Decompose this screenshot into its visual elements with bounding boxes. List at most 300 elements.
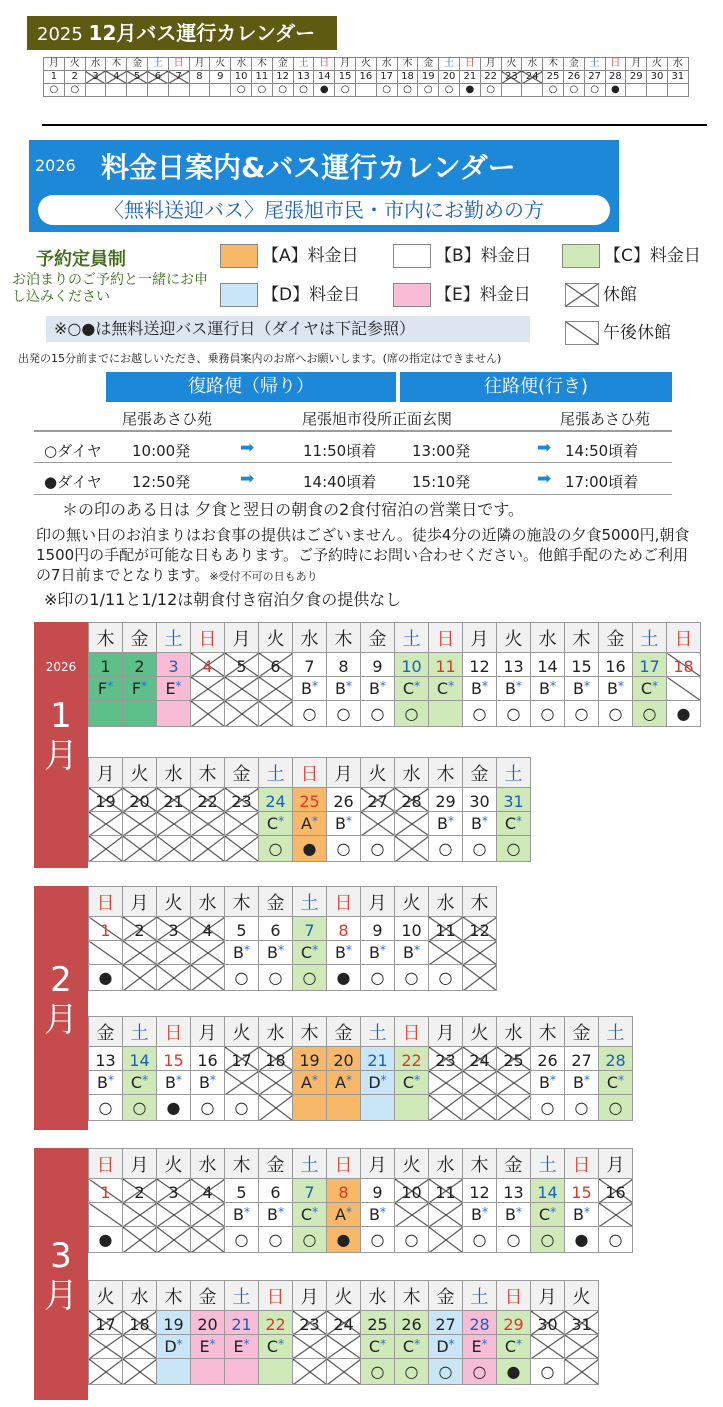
bus-mark-cell: ○ <box>531 701 565 727</box>
weekday-cell: 木 <box>293 1017 327 1047</box>
weekday-cell: 土 <box>463 1281 497 1311</box>
arrow-icon: ➡ <box>537 438 552 458</box>
day-cell: 27 <box>565 1047 599 1071</box>
weekday-cell: 水 <box>531 623 565 653</box>
day-cell: 11 <box>429 917 463 941</box>
rate-cell: B* <box>191 1071 225 1095</box>
day-cell: 5 <box>225 917 259 941</box>
weekday-cell: 木 <box>89 623 123 653</box>
rate-cell: B* <box>463 677 497 701</box>
december-cell: 3 <box>85 71 106 84</box>
weekday-cell: 水 <box>123 1281 157 1311</box>
bus-mark-cell <box>429 1095 463 1121</box>
day-cell: 23 <box>225 788 259 812</box>
december-cell: ○ <box>418 84 439 97</box>
december-cell: 11 <box>251 71 272 84</box>
bus-mark-cell <box>225 1359 259 1385</box>
day-cell: 13 <box>497 653 531 677</box>
weekday-cell: 木 <box>463 887 497 917</box>
bus-mark-cell: ● <box>293 836 327 862</box>
day-cell: 4 <box>191 1179 225 1203</box>
bus-note: ※○●は無料送迎バス運行日（ダイヤは下記参照） <box>46 316 530 342</box>
rate-cell: C* <box>497 812 531 836</box>
december-cell: 27 <box>584 71 605 84</box>
rate-cell <box>123 941 157 965</box>
day-cell: 2 <box>123 1179 157 1203</box>
weekday-cell: 土 <box>361 1017 395 1047</box>
rate-cell: B* <box>327 812 361 836</box>
rate-cell <box>395 812 429 836</box>
weekday-cell: 金 <box>463 758 497 788</box>
rate-cell: B* <box>225 1203 259 1227</box>
weekday-cell: 火 <box>395 1149 429 1179</box>
december-row <box>44 84 689 97</box>
arrow-icon: ➡ <box>537 469 552 489</box>
december-cell <box>667 84 688 97</box>
day-cell: 6 <box>259 1179 293 1203</box>
weekday-cell: 木 <box>565 623 599 653</box>
bus-mark-cell: ○ <box>497 701 531 727</box>
december-cell: ○ <box>64 84 85 97</box>
december-cell: 13 <box>293 71 314 84</box>
bus-mark-cell: ○ <box>429 1359 463 1385</box>
bus-mark-cell: ○ <box>463 1359 497 1385</box>
december-cell: 月 <box>189 58 210 71</box>
weekday-cell: 日 <box>497 1281 531 1311</box>
day-cell: 21 <box>225 1311 259 1335</box>
rate-cell: C* <box>531 1203 565 1227</box>
bus-mark-cell: ● <box>667 701 701 727</box>
december-cell: 12 <box>272 71 293 84</box>
day-cell: 2 <box>123 917 157 941</box>
bus-mark-cell: ○ <box>293 1227 327 1253</box>
day-cell: 22 <box>259 1311 293 1335</box>
calendar-row <box>89 1047 633 1071</box>
december-cell: 月 <box>626 58 647 71</box>
rate-cell: B* <box>497 1203 531 1227</box>
december-cell: 10 <box>231 71 252 84</box>
weekday-cell: 水 <box>429 1149 463 1179</box>
rate-cell: B* <box>259 1203 293 1227</box>
rate-cell: A* <box>293 1071 327 1095</box>
month-suffix: 月 <box>44 1276 78 1316</box>
rate-cell <box>157 1203 191 1227</box>
bus-mark-cell <box>123 965 157 991</box>
weekday-cell: 木 <box>225 887 259 917</box>
header-subtitle: 〈無料送迎バス〉尾張旭市民・市内にお勤めの方 <box>38 195 610 225</box>
weekday-cell: 土 <box>497 758 531 788</box>
weekday-cell: 日 <box>89 1149 123 1179</box>
weekday-cell: 木 <box>531 1017 565 1047</box>
rate-cell: B* <box>429 812 463 836</box>
bus-mark-cell: ○ <box>531 1227 565 1253</box>
calendar-row <box>89 965 497 991</box>
december-cell: 20 <box>439 71 460 84</box>
bus-mark-cell: ● <box>327 1227 361 1253</box>
day-cell: 17 <box>633 653 667 677</box>
reservation-title: 予約定員制 <box>36 249 126 270</box>
bus-mark-cell: ○ <box>361 701 395 727</box>
bus-mark-cell <box>123 836 157 862</box>
weekday-cell: 木 <box>429 758 463 788</box>
rate-cell: B* <box>463 812 497 836</box>
day-cell: 27 <box>429 1311 463 1335</box>
calendar-week-block <box>88 886 497 991</box>
weekday-cell: 土 <box>599 1017 633 1047</box>
legend-e-label: 【E】料金日 <box>435 285 531 305</box>
calendar-week-block <box>88 622 701 727</box>
bus-mark-cell: ○ <box>429 965 463 991</box>
december-cell: 30 <box>647 71 668 84</box>
calendar-row <box>89 1281 599 1311</box>
weekday-cell: 水 <box>259 1017 293 1047</box>
day-cell: 6 <box>259 653 293 677</box>
day-cell: 16 <box>191 1047 225 1071</box>
weekday-cell: 水 <box>429 887 463 917</box>
rate-cell <box>463 1071 497 1095</box>
rate-cell <box>225 1071 259 1095</box>
day-cell: 24 <box>259 788 293 812</box>
rate-cell <box>395 1203 429 1227</box>
calendar-row <box>89 812 531 836</box>
bus-mark-cell: ○ <box>599 701 633 727</box>
weekday-cell: 木 <box>157 1281 191 1311</box>
row1-t2: 11:50頃着 <box>303 442 377 460</box>
weekday-cell: 月 <box>599 1149 633 1179</box>
weekday-cell: 木 <box>191 758 225 788</box>
rate-cell: E* <box>463 1335 497 1359</box>
day-cell: 19 <box>89 788 123 812</box>
rate-cell <box>191 941 225 965</box>
rate-cell <box>89 941 123 965</box>
rate-cell: C* <box>293 941 327 965</box>
rate-cell <box>327 1335 361 1359</box>
row1-name: ○ダイヤ <box>44 442 102 460</box>
day-cell: 20 <box>191 1311 225 1335</box>
month-suffix: 月 <box>44 1000 78 1040</box>
december-cell: 8 <box>189 71 210 84</box>
month-number: 1 <box>50 696 72 736</box>
bus-mark-cell: ○ <box>497 1227 531 1253</box>
row2-t2: 14:40頃着 <box>303 473 377 491</box>
december-cell <box>522 84 543 97</box>
december-cell: 水 <box>85 58 106 71</box>
rate-cell <box>565 1335 599 1359</box>
bus-mark-cell: ○ <box>327 836 361 862</box>
rate-cell: F* <box>89 677 123 701</box>
december-cell: ● <box>459 84 480 97</box>
bus-mark-cell: ○ <box>565 1095 599 1121</box>
day-cell: 23 <box>429 1047 463 1071</box>
december-cell: 26 <box>563 71 584 84</box>
bus-mark-cell <box>565 1359 599 1385</box>
day-cell: 24 <box>327 1311 361 1335</box>
weekday-cell: 火 <box>327 1281 361 1311</box>
bus-mark-cell <box>259 1359 293 1385</box>
bus-mark-cell: ● <box>89 1227 123 1253</box>
weekday-cell: 土 <box>293 887 327 917</box>
weekday-cell: 日 <box>259 1281 293 1311</box>
bus-mark-cell <box>463 1095 497 1121</box>
bus-mark-cell <box>191 701 225 727</box>
bus-mark-cell: ○ <box>259 836 293 862</box>
calendar-row <box>89 1335 599 1359</box>
weekday-cell: 日 <box>429 623 463 653</box>
calendar-row <box>89 653 701 677</box>
header-title: 料金日案内&バス運行カレンダー <box>101 151 516 184</box>
row2-t1: 12:50発 <box>132 473 191 491</box>
day-cell: 19 <box>157 1311 191 1335</box>
december-cell <box>501 84 522 97</box>
december-cell: 水 <box>522 58 543 71</box>
day-cell: 28 <box>395 788 429 812</box>
december-cell <box>626 84 647 97</box>
calendar-week-block <box>88 757 531 862</box>
december-cell: 水 <box>376 58 397 71</box>
day-cell: 11 <box>429 1179 463 1203</box>
december-cell: ○ <box>439 84 460 97</box>
stop-2: 尾張旭市役所正面玄関 <box>302 410 453 428</box>
weekday-cell: 日 <box>191 623 225 653</box>
rate-cell: B* <box>565 1071 599 1095</box>
december-cell: 17 <box>376 71 397 84</box>
day-cell: 25 <box>497 1047 531 1071</box>
weekday-cell: 土 <box>259 758 293 788</box>
calendar-row <box>89 677 701 701</box>
december-cell: 月 <box>480 58 501 71</box>
weekday-cell: 月 <box>123 887 157 917</box>
december-cell: 金 <box>418 58 439 71</box>
december-cell: 日 <box>168 58 189 71</box>
weekday-cell: 月 <box>361 1149 395 1179</box>
day-cell: 21 <box>361 1047 395 1071</box>
day-cell: 12 <box>463 653 497 677</box>
bus-mark-cell: ○ <box>395 701 429 727</box>
return-label: 復路便（帰り） <box>106 372 396 402</box>
weekday-cell: 金 <box>259 1149 293 1179</box>
weekday-cell: 金 <box>565 1017 599 1047</box>
weekday-cell: 火 <box>123 758 157 788</box>
weekday-cell: 木 <box>463 1149 497 1179</box>
december-cell: 土 <box>293 58 314 71</box>
december-cell: 木 <box>543 58 564 71</box>
day-cell: 18 <box>123 1311 157 1335</box>
bus-mark-cell: ○ <box>225 1095 259 1121</box>
day-cell: 20 <box>123 788 157 812</box>
bus-mark-cell: ○ <box>361 836 395 862</box>
december-cell: ○ <box>44 84 65 97</box>
rate-cell: C* <box>497 1335 531 1359</box>
rate-cell <box>89 812 123 836</box>
legend-c-label: 【C】料金日 <box>604 246 701 266</box>
december-cell: ○ <box>251 84 272 97</box>
row1-t3: 13:00発 <box>412 442 471 460</box>
bus-mark-cell: ○ <box>361 965 395 991</box>
closed-icon <box>565 283 599 307</box>
bus-mark-cell: ○ <box>395 1227 429 1253</box>
rate-cell: D* <box>429 1335 463 1359</box>
day-cell: 1 <box>89 1179 123 1203</box>
rate-cell: B* <box>395 941 429 965</box>
weekday-cell: 火 <box>225 1017 259 1047</box>
weekday-cell: 火 <box>463 1017 497 1047</box>
rate-cell <box>225 677 259 701</box>
month-panel-feb <box>34 886 88 1130</box>
bus-mark-cell: ● <box>157 1095 191 1121</box>
weekday-cell: 金 <box>599 623 633 653</box>
rate-cell: B* <box>157 1071 191 1095</box>
bus-mark-cell: ○ <box>463 836 497 862</box>
weekday-cell: 火 <box>361 758 395 788</box>
bus-mark-cell: ○ <box>361 1227 395 1253</box>
day-cell: 4 <box>191 917 225 941</box>
day-cell: 9 <box>361 1179 395 1203</box>
day-cell: 4 <box>191 653 225 677</box>
weekday-cell: 月 <box>89 758 123 788</box>
rate-cell: C* <box>395 1071 429 1095</box>
december-cell <box>168 84 189 97</box>
rate-cell: A* <box>327 1071 361 1095</box>
day-cell: 21 <box>157 788 191 812</box>
bus-mark-cell: ○ <box>395 1359 429 1385</box>
rate-cell <box>531 1335 565 1359</box>
weekday-cell: 月 <box>361 887 395 917</box>
weekday-cell: 水 <box>395 758 429 788</box>
rate-cell: C* <box>395 677 429 701</box>
reservation-note: お泊まりのご予約と一緒にお申し込みください <box>12 272 208 305</box>
weekday-cell: 火 <box>497 623 531 653</box>
rate-cell <box>123 1203 157 1227</box>
rate-cell <box>225 812 259 836</box>
day-cell: 5 <box>225 1179 259 1203</box>
weekday-cell: 水 <box>293 623 327 653</box>
calendar-row <box>89 788 531 812</box>
december-cell: 金 <box>563 58 584 71</box>
bus-mark-cell <box>259 701 293 727</box>
rate-cell <box>293 1335 327 1359</box>
bus-mark-cell: ○ <box>531 1095 565 1121</box>
arrow-icon: ➡ <box>240 438 255 458</box>
december-year: 2025 <box>37 24 83 45</box>
rate-cell: E* <box>191 1335 225 1359</box>
weekday-cell: 金 <box>327 1017 361 1047</box>
december-cell: 25 <box>543 71 564 84</box>
december-row <box>44 58 689 71</box>
december-banner <box>27 16 337 50</box>
rate-cell: C* <box>395 1335 429 1359</box>
bus-mark-cell: ○ <box>463 701 497 727</box>
december-cell: 21 <box>459 71 480 84</box>
weekday-cell: 火 <box>395 887 429 917</box>
december-cell <box>85 84 106 97</box>
bus-mark-cell: ○ <box>259 965 293 991</box>
calendar-row <box>89 917 497 941</box>
day-cell: 13 <box>497 1179 531 1203</box>
day-cell: 14 <box>123 1047 157 1071</box>
bus-mark-cell: ● <box>565 1227 599 1253</box>
rate-cell: C* <box>361 1335 395 1359</box>
weekday-cell: 水 <box>361 1281 395 1311</box>
bus-mark-cell: ○ <box>361 1359 395 1385</box>
december-cell <box>106 84 127 97</box>
weekday-cell: 月 <box>327 758 361 788</box>
december-cell: 土 <box>147 58 168 71</box>
weekday-cell: 月 <box>463 623 497 653</box>
rate-cell: C* <box>123 1071 157 1095</box>
weekday-cell: 月 <box>293 1281 327 1311</box>
rate-cell: A* <box>293 812 327 836</box>
day-cell: 7 <box>293 653 327 677</box>
day-cell: 26 <box>531 1047 565 1071</box>
rate-cell: A* <box>327 1203 361 1227</box>
legend-c <box>562 244 701 268</box>
calendar-row <box>89 941 497 965</box>
december-cell: 4 <box>106 71 127 84</box>
day-cell: 18 <box>667 653 701 677</box>
calendar-week-block <box>88 1148 633 1253</box>
timetable-rule <box>34 430 672 432</box>
rate-cell: B* <box>463 1203 497 1227</box>
rate-cell: B* <box>327 677 361 701</box>
day-cell: 7 <box>293 917 327 941</box>
december-cell: 火 <box>210 58 231 71</box>
december-cell: 金 <box>272 58 293 71</box>
rate-cell: D* <box>157 1335 191 1359</box>
weekday-cell: 土 <box>157 623 191 653</box>
weekday-cell: 土 <box>531 1149 565 1179</box>
weekday-cell: 火 <box>89 1281 123 1311</box>
month-panel-jan <box>34 622 88 868</box>
bus-mark-cell <box>225 701 259 727</box>
rate-cell: B* <box>565 677 599 701</box>
rate-cell: B* <box>327 941 361 965</box>
calendar-row <box>89 836 531 862</box>
december-cell: 19 <box>418 71 439 84</box>
bus-mark-cell <box>157 1227 191 1253</box>
december-cell: ○ <box>543 84 564 97</box>
bus-mark-cell: ○ <box>497 836 531 862</box>
rate-cell: E* <box>157 677 191 701</box>
december-cell: 9 <box>210 71 231 84</box>
bus-mark-cell: ○ <box>531 1359 565 1385</box>
legend-closed-label: 休館 <box>603 285 637 305</box>
december-cell: 6 <box>147 71 168 84</box>
rate-cell: B* <box>361 941 395 965</box>
rate-cell <box>463 941 497 965</box>
stop-1: 尾張あさひ苑 <box>122 410 213 428</box>
day-cell: 10 <box>395 917 429 941</box>
weekday-cell: 土 <box>123 1017 157 1047</box>
weekday-cell: 日 <box>157 1017 191 1047</box>
bus-mark-cell <box>191 836 225 862</box>
calendar-row <box>89 1203 633 1227</box>
weekday-cell: 火 <box>565 1281 599 1311</box>
weekday-cell: 月 <box>123 1149 157 1179</box>
december-cell: 日 <box>459 58 480 71</box>
december-cell: 22 <box>480 71 501 84</box>
weekday-cell: 日 <box>293 758 327 788</box>
month-suffix: 月 <box>44 736 78 776</box>
rate-cell: B* <box>565 1203 599 1227</box>
weekday-cell: 日 <box>667 623 701 653</box>
december-cell: 28 <box>605 71 626 84</box>
calendar-row <box>89 1311 599 1335</box>
calendar-week-block <box>88 1280 599 1385</box>
day-cell: 17 <box>225 1047 259 1071</box>
rate-cell <box>259 1071 293 1095</box>
december-cell: 水 <box>231 58 252 71</box>
row2-t4: 17:00頃着 <box>565 473 639 491</box>
